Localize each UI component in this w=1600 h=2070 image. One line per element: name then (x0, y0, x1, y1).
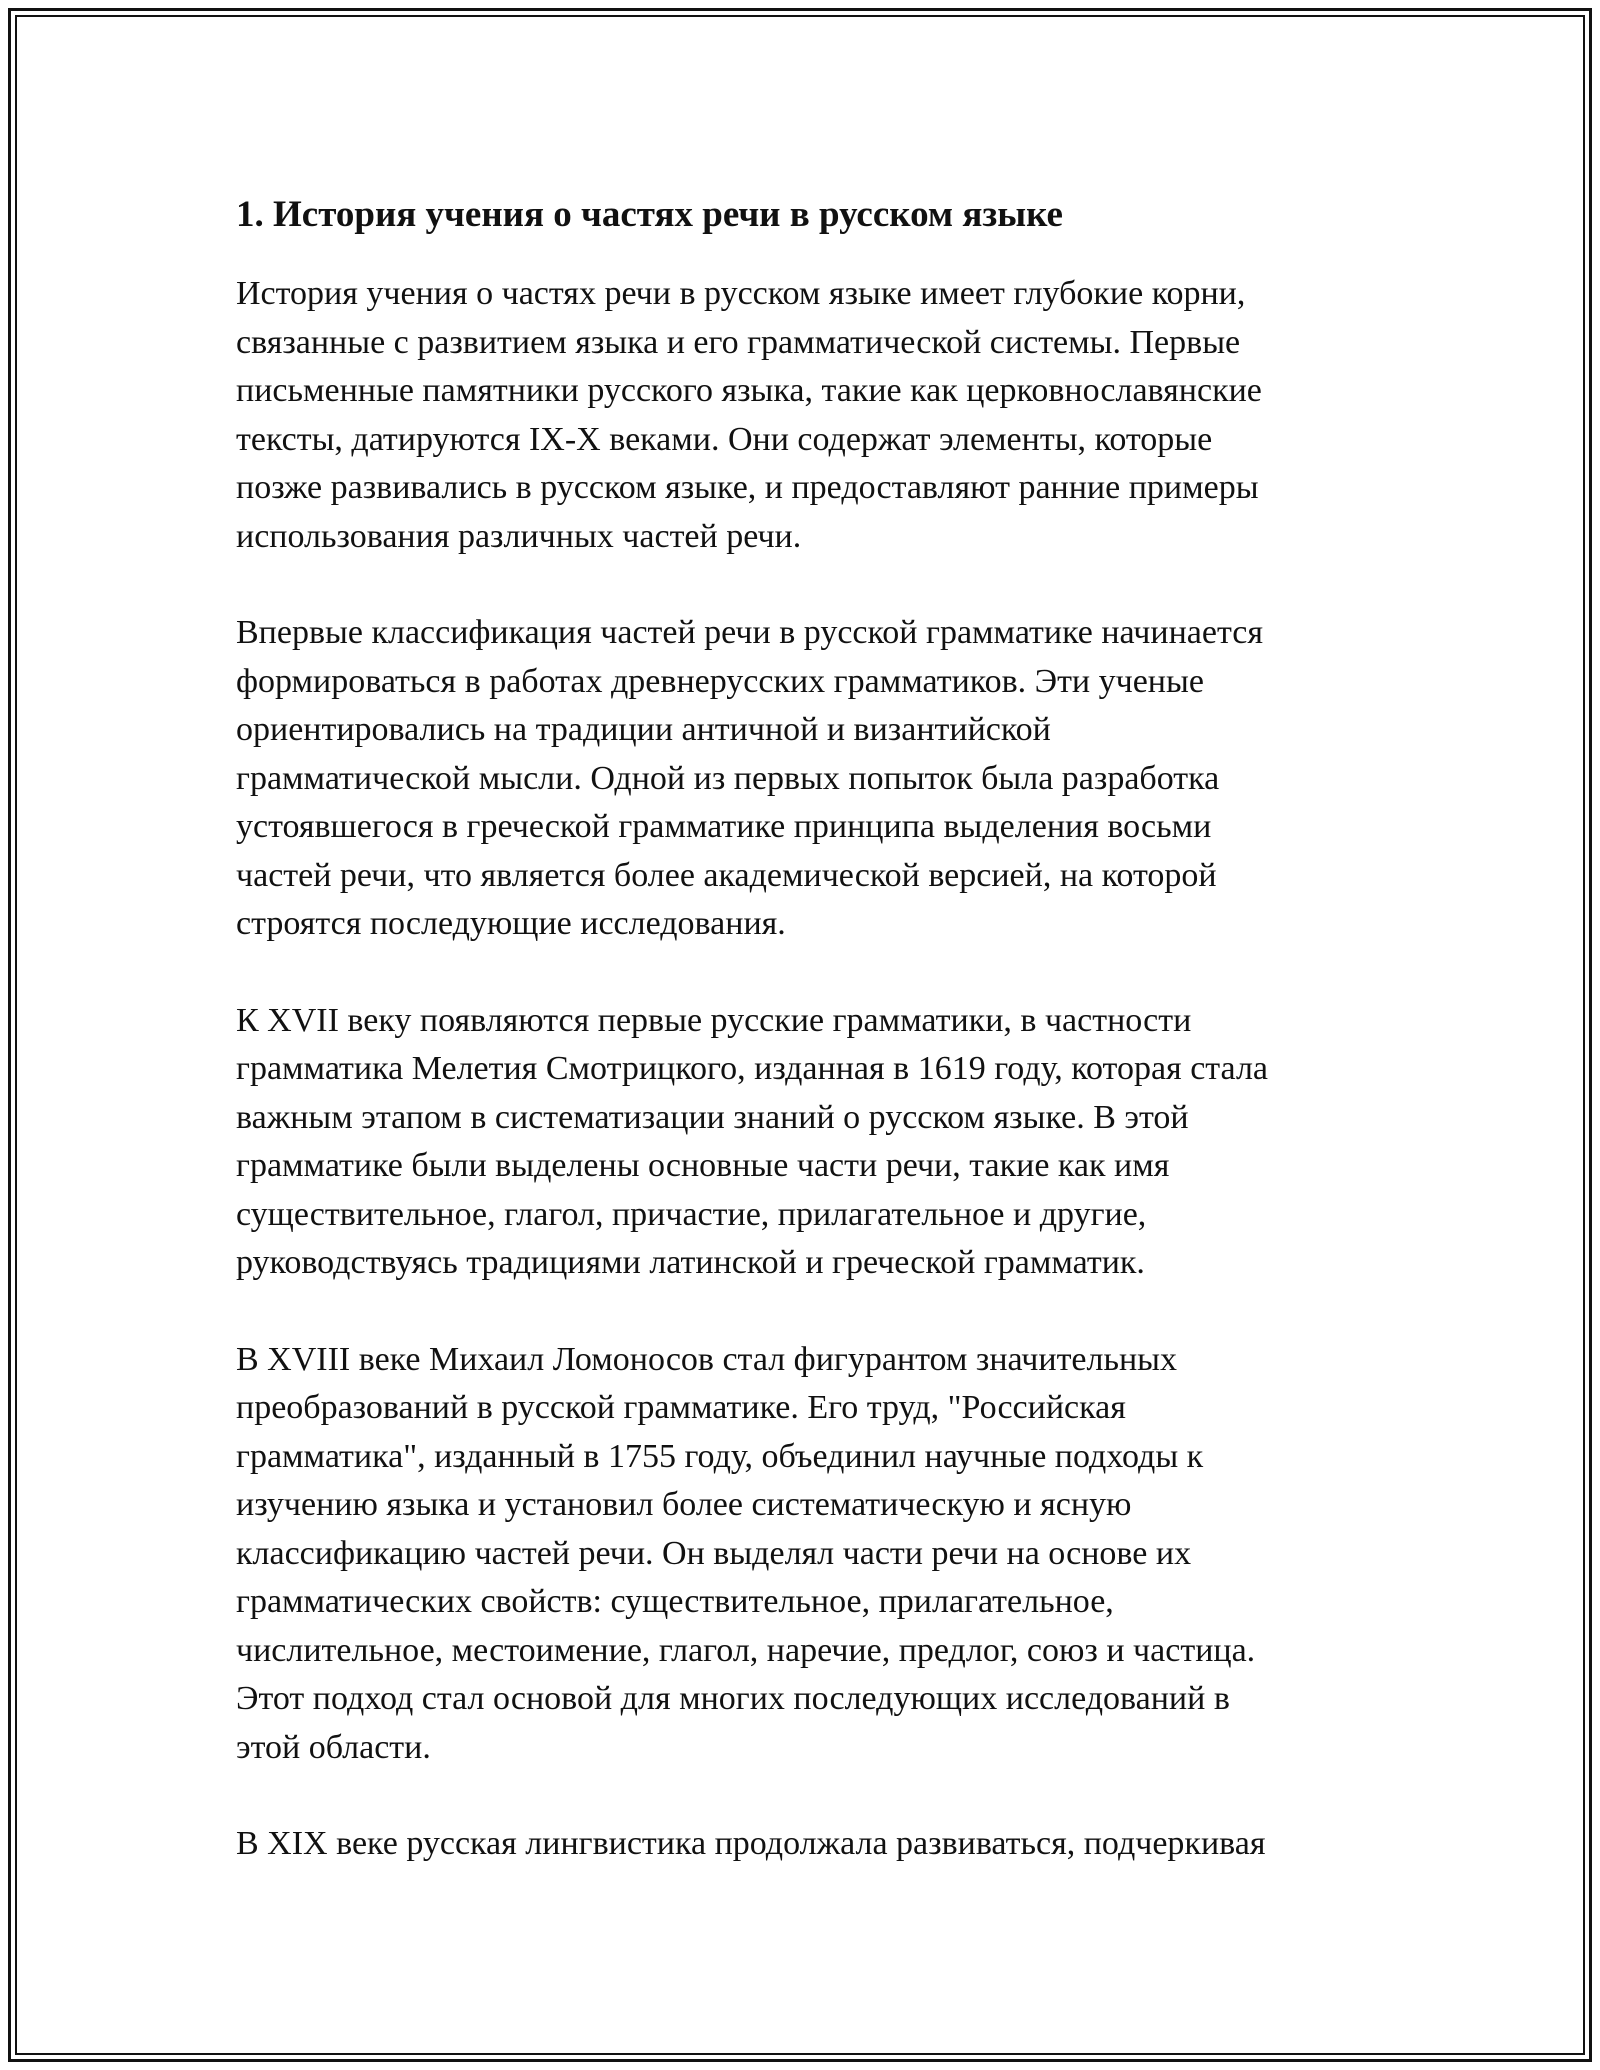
paragraph (236, 609, 1386, 949)
text-line: изучению языка и установил более систематическую и ясную (236, 1486, 1132, 1523)
text-line: К XVII веку появляются первые русские грамматики, в частности (236, 1001, 1192, 1039)
paragraph-list (236, 270, 1386, 1869)
text-line: грамматических свойств: существительное, прилагательное, (236, 1583, 1114, 1620)
text-line: В XVIII веке Михаил Ломоносов стал фигурантом значительных (236, 1340, 1178, 1378)
paragraph (236, 1336, 1386, 1773)
text-line: использования различных частей речи. (236, 517, 802, 555)
text-line: письменные памятники русского языка, такие как церковнославянские (236, 372, 1262, 409)
text-line: грамматике были выделены основные части речи, такие как имя (236, 1147, 1170, 1184)
text-line: преобразований в русской грамматике. Его труд, "Российская (236, 1389, 1126, 1426)
text-line: грамматика Мелетия Смотрицкого, изданная в 1619 году, которая стала (236, 1050, 1269, 1087)
text-line: История учения о частях речи в русском языке имеет глубокие корни, (236, 275, 1246, 312)
text-line: связанные с развитием языка и его грамматической системы. Первые (236, 323, 1241, 361)
text-line: частей речи, что является более академической версией, на которой (236, 856, 1217, 894)
text-line: существительное, глагол, причастие, прилагательное и другие, (236, 1195, 1147, 1233)
paragraph (236, 1820, 1386, 1869)
text-line: Этот подход стал основой для многих последующих исследований в (236, 1680, 1230, 1717)
text-line: Впервые классификация частей речи в русской грамматике начинается (236, 614, 1263, 651)
text-line: формироваться в работах древнерусских грамматиков. Эти ученые (236, 662, 1204, 700)
document-body (236, 190, 1386, 1917)
text-line: руководствуясь традициями латинской и греческой грамматик. (236, 1244, 1145, 1281)
text-line: грамматической мысли. Одной из первых попыток была разработка (236, 759, 1220, 797)
text-line: строятся последующие исследования. (236, 905, 786, 942)
text-line: тексты, датируются IX-X веками. Они содержат элементы, которые (236, 420, 1213, 458)
paragraph (236, 997, 1386, 1288)
section-heading: 1. История учения о частях речи в русском языке (236, 194, 1063, 235)
text-line: классификацию частей речи. Он выделял части речи на основе их (236, 1534, 1192, 1572)
paragraph (236, 270, 1386, 561)
text-line: числительное, местоимение, глагол, наречие, предлог, союз и частица. (236, 1631, 1256, 1669)
text-line: позже развивались в русском языке, и предоставляют ранние примеры (236, 469, 1259, 506)
text-line: В XIX веке русская лингвистика продолжала развиваться, подчеркивая (236, 1825, 1266, 1862)
text-line: важным этапом в систематизации знаний о русском языке. В этой (236, 1098, 1189, 1136)
text-line: ориентировались на традиции античной и византийской (236, 711, 1051, 748)
text-line: устоявшегося в греческой грамматике принципа выделения восьми (236, 808, 1212, 845)
text-line: грамматика", изданный в 1755 году, объединил научные подходы к (236, 1437, 1204, 1475)
text-line: этой области. (236, 1728, 431, 1766)
